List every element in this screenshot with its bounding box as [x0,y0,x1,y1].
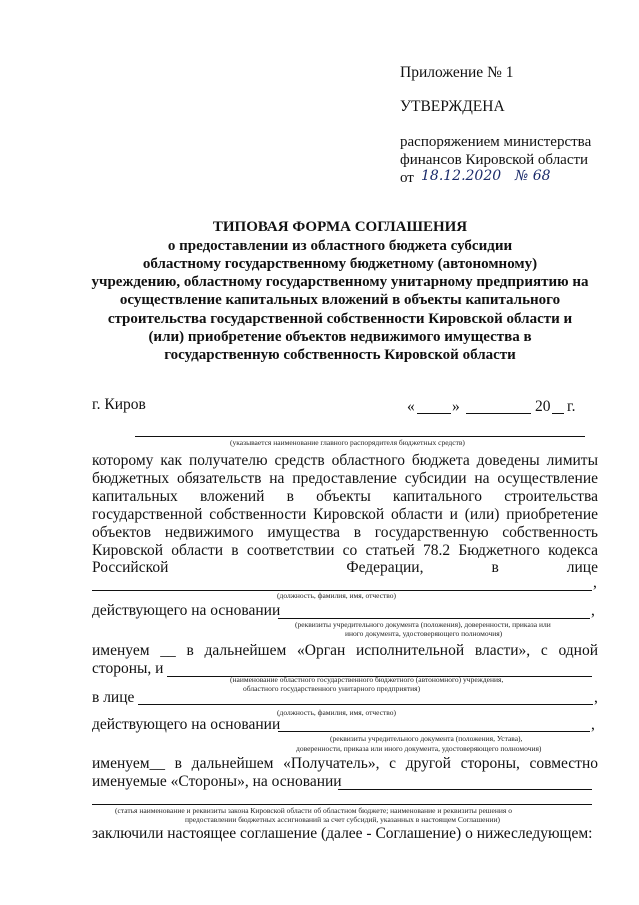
title-line-7: (или) приобретение объектов недвижимого имущества в [148,329,532,345]
basis-blank-1[interactable] [278,618,590,619]
handwritten-number: № 68 [515,168,551,184]
law-blank[interactable] [92,804,592,805]
order-line-2: финансов Кировской области [400,152,589,168]
form-title: ТИПОВАЯ ФОРМА СОГЛАШЕНИЯ [212,219,468,235]
basis-note-2a: (реквизиты учредительного документа (положения, Устава), [330,734,523,743]
date-open-quote: « [407,398,415,415]
word: в [286,488,294,505]
day-blank[interactable] [417,413,451,414]
year-prefix: 20 [535,398,551,415]
handwritten-date: 18.12.2020 [421,168,502,184]
body-line: которому как получателю средств областного бюджета доведены лимиты [92,452,598,469]
appendix-label: Приложение № 1 [400,64,514,81]
comma: , [591,716,595,733]
side-one-label: стороны, и [92,660,164,677]
concluded-line: заключили настоящее соглашение (далее - Соглашение) о нижеследующем: [92,825,593,842]
basis-note-1a: (реквизиты учредительного документа (положения), доверенности, приказа или [295,620,551,629]
body-line: Кировской области в соответствии со статьей 78.2 Бюджетного кодекса [92,542,598,559]
year-suffix: г. [567,398,576,415]
recipient-note-b: областного государственного унитарного предприятия) [243,684,421,693]
authority-blank[interactable] [135,436,585,437]
approved-label: УТВЕРЖДЕНА [400,98,505,115]
body-line: бюджетных обязательств на предоставление субсидии на осуществление [92,470,598,487]
position-note: (должность, фамилия, имя, отчество) [277,591,397,600]
basis-blank-2[interactable] [278,731,590,732]
month-blank[interactable] [466,413,531,414]
body-line-spaced [92,488,598,506]
word: строительства [504,488,598,505]
grounds-blank[interactable] [338,789,592,790]
title-line-4: учреждению, областному государственному унитарному предприятию на [91,274,589,290]
recipient-rep-blank[interactable] [138,704,593,705]
named-parties-line: именуемые «Стороны», на основании [92,773,342,790]
body-line: государственной собственности Кировской области и (или) приобретение [92,506,598,523]
in-person-label: в лице [92,689,135,706]
body-line-spaced [92,559,598,577]
acting-basis-label: действующего на основании [92,602,281,619]
title-line-8: государственную собственность Кировской области [164,347,516,363]
named-authority-line: именуем __ в дальнейшем «Орган исполнительной власти», с одной [92,642,598,659]
basis-note-1b: иного документа, удостоверяющего полномочия) [345,629,503,638]
city: г. Киров [92,396,146,413]
comma: , [591,602,595,619]
word: вложений [199,488,265,505]
order-from: от [400,170,414,186]
body-line: объектов недвижимого имущества в государственную собственность [92,524,598,541]
law-note-b: предоставлении бюджетных ассигнований за счет субсидий, указанных в настоящем Соглашении) [185,815,500,824]
named-recipient-line: именуем__ в дальнейшем «Получатель», с другой стороны, совместно [92,755,598,772]
title-line-6: строительства государственной собственности Кировской области и [107,311,573,327]
law-note-a: (статья наименование и реквизиты закона Кировской области об областном бюджете; наименование и реквизиты решения о [115,806,512,815]
order-line-1: распоряжением министерства [400,134,592,150]
word: капитальных [92,488,178,505]
word: капитального [392,488,483,505]
title-line-5: осуществление капитальных вложений в объекты капитального [119,292,561,308]
word: в [491,559,499,576]
title-line-3: областному государственному бюджетному (автономному) [142,256,538,272]
word: Российской [92,559,169,576]
acting-basis-label-2: действующего на основании [92,716,281,733]
recipient-position-note: (должность, фамилия, имя, отчество) [277,708,397,717]
comma: , [593,574,597,591]
word: Федерации, [346,559,424,576]
basis-note-2b: доверенности, приказа или иного документа, удостоверяющего полномочия) [296,744,542,753]
title-line-2: о предоставлении из областного бюджета субсидии [167,238,513,254]
authority-note: (указывается наименование главного распорядителя бюджетных средств) [230,438,465,447]
recipient-note-a: (наименование областного государственного бюджетного (автономного) учреждения, [230,675,504,684]
word: лице [566,559,598,576]
year-blank[interactable] [552,413,564,414]
comma: , [594,689,598,706]
date-close-quote: » [452,398,460,415]
word: объекты [316,488,371,505]
